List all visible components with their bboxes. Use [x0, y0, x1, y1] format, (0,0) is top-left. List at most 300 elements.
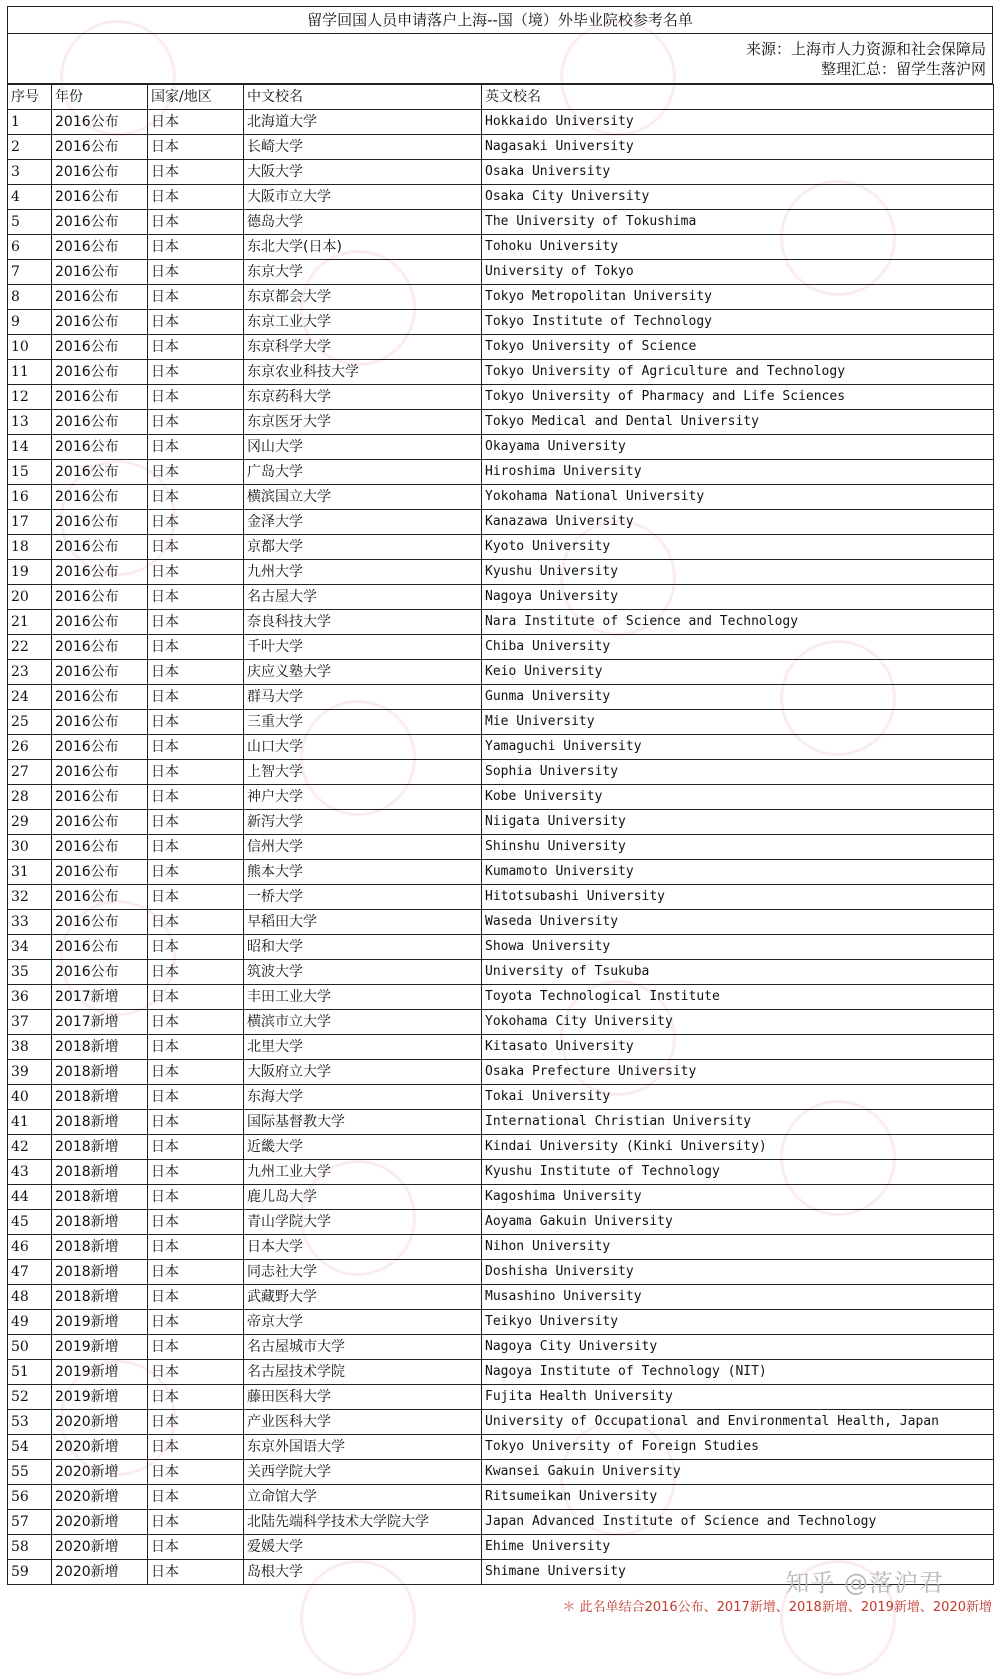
table-row: [8, 135, 994, 160]
cell-country: 日本: [148, 285, 244, 310]
cell-english-name: Yokohama National University: [482, 485, 994, 510]
cell-index: 6: [8, 235, 52, 260]
source-block: [7, 34, 993, 84]
cell-english-name: Aoyama Gakuin University: [482, 1210, 994, 1235]
table-row: [8, 585, 994, 610]
cell-year: 2016公布: [52, 510, 148, 535]
cell-index: 35: [8, 960, 52, 985]
cell-year: 2018新增: [52, 1260, 148, 1285]
table-row: [8, 835, 994, 860]
cell-country: 日本: [148, 935, 244, 960]
table-row: [8, 1285, 994, 1310]
cell-chinese-name: 岛根大学: [244, 1560, 482, 1585]
cell-english-name: Gunma University: [482, 685, 994, 710]
cell-english-name: Nagoya University: [482, 585, 994, 610]
cell-country: 日本: [148, 1160, 244, 1185]
cell-chinese-name: 东京农业科技大学: [244, 360, 482, 385]
cell-year: 2016公布: [52, 210, 148, 235]
cell-country: 日本: [148, 1110, 244, 1135]
cell-chinese-name: 熊本大学: [244, 860, 482, 885]
cell-country: 日本: [148, 635, 244, 660]
cell-index: 42: [8, 1135, 52, 1160]
table-row: [8, 1160, 994, 1185]
cell-country: 日本: [148, 1335, 244, 1360]
cell-chinese-name: 京都大学: [244, 535, 482, 560]
cell-index: 18: [8, 535, 52, 560]
cell-index: 56: [8, 1485, 52, 1510]
document-title: 留学回国人员申请落户上海--国（境）外毕业院校参考名单: [7, 6, 993, 34]
cell-country: 日本: [148, 710, 244, 735]
cell-chinese-name: 大阪府立大学: [244, 1060, 482, 1085]
cell-year: 2016公布: [52, 710, 148, 735]
table-row: [8, 510, 994, 535]
cell-chinese-name: 横滨市立大学: [244, 1010, 482, 1035]
cell-index: 26: [8, 735, 52, 760]
table-row: [8, 760, 994, 785]
cell-english-name: Doshisha University: [482, 1260, 994, 1285]
cell-chinese-name: 关西学院大学: [244, 1460, 482, 1485]
table-row: [8, 360, 994, 385]
table-row: [8, 1135, 994, 1160]
table-row: [8, 285, 994, 310]
table-row: [8, 885, 994, 910]
table-header-row: [8, 85, 994, 110]
cell-year: 2018新增: [52, 1210, 148, 1235]
table-row: [8, 1410, 994, 1435]
cell-year: 2016公布: [52, 410, 148, 435]
cell-country: 日本: [148, 785, 244, 810]
cell-country: 日本: [148, 510, 244, 535]
cell-english-name: Yokohama City University: [482, 1010, 994, 1035]
cell-index: 4: [8, 185, 52, 210]
table-row: [8, 1035, 994, 1060]
cell-year: 2016公布: [52, 260, 148, 285]
cell-country: 日本: [148, 435, 244, 460]
cell-year: 2016公布: [52, 310, 148, 335]
cell-english-name: Kitasato University: [482, 1035, 994, 1060]
cell-index: 22: [8, 635, 52, 660]
cell-chinese-name: 北里大学: [244, 1035, 482, 1060]
table-row: [8, 1210, 994, 1235]
cell-country: 日本: [148, 1435, 244, 1460]
header-year: 年份: [52, 85, 148, 110]
cell-index: 13: [8, 410, 52, 435]
cell-country: 日本: [148, 610, 244, 635]
cell-country: 日本: [148, 835, 244, 860]
cell-index: 37: [8, 1010, 52, 1035]
cell-year: 2019新增: [52, 1385, 148, 1410]
cell-english-name: Tohoku University: [482, 235, 994, 260]
cell-year: 2020新增: [52, 1485, 148, 1510]
cell-english-name: Kagoshima University: [482, 1185, 994, 1210]
cell-english-name: Nagasaki University: [482, 135, 994, 160]
cell-chinese-name: 近畿大学: [244, 1135, 482, 1160]
table-row: [8, 535, 994, 560]
table-row: [8, 260, 994, 285]
cell-country: 日本: [148, 1385, 244, 1410]
cell-index: 58: [8, 1535, 52, 1560]
cell-index: 14: [8, 435, 52, 460]
cell-english-name: Nagoya Institute of Technology (NIT): [482, 1360, 994, 1385]
cell-index: 32: [8, 885, 52, 910]
cell-country: 日本: [148, 310, 244, 335]
cell-english-name: Kyoto University: [482, 535, 994, 560]
cell-index: 23: [8, 660, 52, 685]
table-row: [8, 560, 994, 585]
cell-year: 2016公布: [52, 960, 148, 985]
cell-year: 2020新增: [52, 1535, 148, 1560]
cell-english-name: University of Tokyo: [482, 260, 994, 285]
cell-chinese-name: 东京都会大学: [244, 285, 482, 310]
cell-year: 2019新增: [52, 1335, 148, 1360]
cell-year: 2016公布: [52, 860, 148, 885]
cell-index: 39: [8, 1060, 52, 1085]
cell-index: 24: [8, 685, 52, 710]
cell-english-name: Ritsumeikan University: [482, 1485, 994, 1510]
cell-index: 5: [8, 210, 52, 235]
cell-year: 2016公布: [52, 160, 148, 185]
cell-chinese-name: 武藏野大学: [244, 1285, 482, 1310]
cell-year: 2018新增: [52, 1085, 148, 1110]
cell-index: 44: [8, 1185, 52, 1210]
table-row: [8, 210, 994, 235]
cell-chinese-name: 德岛大学: [244, 210, 482, 235]
cell-chinese-name: 大阪大学: [244, 160, 482, 185]
cell-index: 11: [8, 360, 52, 385]
cell-year: 2018新增: [52, 1035, 148, 1060]
cell-chinese-name: 九州工业大学: [244, 1160, 482, 1185]
cell-year: 2016公布: [52, 385, 148, 410]
cell-index: 12: [8, 385, 52, 410]
cell-index: 17: [8, 510, 52, 535]
cell-index: 7: [8, 260, 52, 285]
cell-year: 2020新增: [52, 1510, 148, 1535]
cell-english-name: Mie University: [482, 710, 994, 735]
cell-country: 日本: [148, 1035, 244, 1060]
cell-country: 日本: [148, 1085, 244, 1110]
cell-english-name: Musashino University: [482, 1285, 994, 1310]
cell-english-name: Kyushu University: [482, 560, 994, 585]
cell-index: 57: [8, 1510, 52, 1535]
cell-country: 日本: [148, 1285, 244, 1310]
table-row: [8, 1185, 994, 1210]
cell-year: 2018新增: [52, 1160, 148, 1185]
cell-english-name: Kanazawa University: [482, 510, 994, 535]
cell-country: 日本: [148, 335, 244, 360]
cell-chinese-name: 长崎大学: [244, 135, 482, 160]
cell-year: 2020新增: [52, 1435, 148, 1460]
footnote: ＊ 此名单结合2016公布、2017新增、2018新增、2019新增、2020新增: [562, 1600, 992, 1615]
cell-country: 日本: [148, 1510, 244, 1535]
cell-chinese-name: 早稻田大学: [244, 910, 482, 935]
cell-year: 2016公布: [52, 360, 148, 385]
cell-chinese-name: 庆应义塾大学: [244, 660, 482, 685]
cell-english-name: Sophia University: [482, 760, 994, 785]
cell-english-name: Ehime University: [482, 1535, 994, 1560]
zhihu-brand: 知乎 @落沪君: [785, 1569, 944, 1597]
cell-chinese-name: 筑波大学: [244, 960, 482, 985]
cell-chinese-name: 青山学院大学: [244, 1210, 482, 1235]
cell-country: 日本: [148, 1560, 244, 1585]
cell-chinese-name: 东京医牙大学: [244, 410, 482, 435]
table-row: [8, 710, 994, 735]
cell-year: 2020新增: [52, 1410, 148, 1435]
cell-country: 日本: [148, 985, 244, 1010]
cell-index: 33: [8, 910, 52, 935]
table-body: [8, 110, 994, 1585]
cell-index: 29: [8, 810, 52, 835]
cell-english-name: Osaka University: [482, 160, 994, 185]
table-row: [8, 110, 994, 135]
cell-country: 日本: [148, 885, 244, 910]
cell-english-name: Hitotsubashi University: [482, 885, 994, 910]
cell-english-name: Shimane University: [482, 1560, 994, 1585]
cell-chinese-name: 上智大学: [244, 760, 482, 785]
cell-chinese-name: 广岛大学: [244, 460, 482, 485]
cell-chinese-name: 东京外国语大学: [244, 1435, 482, 1460]
cell-chinese-name: 九州大学: [244, 560, 482, 585]
cell-english-name: Tokyo Medical and Dental University: [482, 410, 994, 435]
cell-english-name: Kwansei Gakuin University: [482, 1460, 994, 1485]
cell-index: 43: [8, 1160, 52, 1185]
cell-chinese-name: 信州大学: [244, 835, 482, 860]
cell-chinese-name: 丰田工业大学: [244, 985, 482, 1010]
cell-chinese-name: 东北大学(日本): [244, 235, 482, 260]
cell-country: 日本: [148, 235, 244, 260]
cell-country: 日本: [148, 485, 244, 510]
cell-country: 日本: [148, 210, 244, 235]
cell-english-name: Nagoya City University: [482, 1335, 994, 1360]
university-table: [7, 84, 994, 1585]
cell-index: 10: [8, 335, 52, 360]
cell-index: 1: [8, 110, 52, 135]
header-index: 序号: [8, 85, 52, 110]
table-row: [8, 1385, 994, 1410]
cell-index: 34: [8, 935, 52, 960]
cell-english-name: Osaka Prefecture University: [482, 1060, 994, 1085]
cell-chinese-name: 北海道大学: [244, 110, 482, 135]
cell-english-name: International Christian University: [482, 1110, 994, 1135]
cell-chinese-name: 昭和大学: [244, 935, 482, 960]
cell-year: 2018新增: [52, 1285, 148, 1310]
cell-chinese-name: 立命馆大学: [244, 1485, 482, 1510]
cell-chinese-name: 同志社大学: [244, 1260, 482, 1285]
cell-year: 2017新增: [52, 985, 148, 1010]
cell-country: 日本: [148, 685, 244, 710]
cell-index: 20: [8, 585, 52, 610]
table-row: [8, 1235, 994, 1260]
cell-english-name: Okayama University: [482, 435, 994, 460]
cell-chinese-name: 国际基督教大学: [244, 1110, 482, 1135]
cell-index: 51: [8, 1360, 52, 1385]
cell-chinese-name: 横滨国立大学: [244, 485, 482, 510]
cell-year: 2016公布: [52, 435, 148, 460]
table-row: [8, 1260, 994, 1285]
cell-english-name: Yamaguchi University: [482, 735, 994, 760]
cell-index: 2: [8, 135, 52, 160]
table-row: [8, 1335, 994, 1360]
cell-chinese-name: 名古屋大学: [244, 585, 482, 610]
cell-chinese-name: 帝京大学: [244, 1310, 482, 1335]
cell-chinese-name: 名古屋城市大学: [244, 1335, 482, 1360]
cell-english-name: Nara Institute of Science and Technology: [482, 610, 994, 635]
cell-english-name: Toyota Technological Institute: [482, 985, 994, 1010]
cell-english-name: Niigata University: [482, 810, 994, 835]
table-row: [8, 660, 994, 685]
cell-year: 2016公布: [52, 660, 148, 685]
cell-country: 日本: [148, 735, 244, 760]
cell-index: 52: [8, 1385, 52, 1410]
cell-chinese-name: 千叶大学: [244, 635, 482, 660]
cell-chinese-name: 名古屋技术学院: [244, 1360, 482, 1385]
cell-chinese-name: 新泻大学: [244, 810, 482, 835]
cell-country: 日本: [148, 1360, 244, 1385]
cell-country: 日本: [148, 1485, 244, 1510]
cell-index: 47: [8, 1260, 52, 1285]
cell-year: 2016公布: [52, 810, 148, 835]
cell-chinese-name: 山口大学: [244, 735, 482, 760]
table-row: [8, 1485, 994, 1510]
table-row: [8, 785, 994, 810]
cell-english-name: Tokai University: [482, 1085, 994, 1110]
cell-english-name: Japan Advanced Institute of Science and Technology: [482, 1510, 994, 1535]
table-row: [8, 635, 994, 660]
cell-year: 2016公布: [52, 735, 148, 760]
cell-country: 日本: [148, 135, 244, 160]
cell-year: 2016公布: [52, 460, 148, 485]
table-row: [8, 610, 994, 635]
cell-year: 2016公布: [52, 685, 148, 710]
cell-english-name: Tokyo University of Pharmacy and Life Sciences: [482, 385, 994, 410]
cell-country: 日本: [148, 910, 244, 935]
table-row: [8, 735, 994, 760]
cell-year: 2019新增: [52, 1360, 148, 1385]
cell-country: 日本: [148, 960, 244, 985]
cell-chinese-name: 一桥大学: [244, 885, 482, 910]
cell-year: 2020新增: [52, 1560, 148, 1585]
cell-country: 日本: [148, 260, 244, 285]
table-row: [8, 685, 994, 710]
compiler-line: 整理汇总：留学生落沪网: [820, 60, 986, 78]
header-country: 国家/地区: [148, 85, 244, 110]
cell-english-name: Kindai University (Kinki University): [482, 1135, 994, 1160]
cell-index: 27: [8, 760, 52, 785]
cell-year: 2016公布: [52, 535, 148, 560]
cell-index: 16: [8, 485, 52, 510]
cell-chinese-name: 金泽大学: [244, 510, 482, 535]
cell-index: 8: [8, 285, 52, 310]
cell-index: 15: [8, 460, 52, 485]
cell-country: 日本: [148, 1260, 244, 1285]
cell-index: 9: [8, 310, 52, 335]
cell-year: 2018新增: [52, 1185, 148, 1210]
cell-chinese-name: 爱媛大学: [244, 1535, 482, 1560]
cell-chinese-name: 群马大学: [244, 685, 482, 710]
table-row: [8, 160, 994, 185]
cell-country: 日本: [148, 760, 244, 785]
cell-year: 2016公布: [52, 235, 148, 260]
cell-chinese-name: 产业医科大学: [244, 1410, 482, 1435]
cell-english-name: Tokyo Metropolitan University: [482, 285, 994, 310]
cell-country: 日本: [148, 1185, 244, 1210]
cell-year: 2016公布: [52, 485, 148, 510]
table-row: [8, 185, 994, 210]
cell-index: 31: [8, 860, 52, 885]
cell-english-name: Keio University: [482, 660, 994, 685]
cell-country: 日本: [148, 585, 244, 610]
cell-index: 59: [8, 1560, 52, 1585]
cell-index: 36: [8, 985, 52, 1010]
cell-english-name: Nihon University: [482, 1235, 994, 1260]
table-row: [8, 1510, 994, 1535]
cell-year: 2016公布: [52, 885, 148, 910]
cell-index: 21: [8, 610, 52, 635]
cell-country: 日本: [148, 1535, 244, 1560]
table-row: [8, 935, 994, 960]
cell-index: 38: [8, 1035, 52, 1060]
cell-english-name: Chiba University: [482, 635, 994, 660]
cell-english-name: Osaka City University: [482, 185, 994, 210]
cell-index: 53: [8, 1410, 52, 1435]
cell-year: 2016公布: [52, 785, 148, 810]
cell-english-name: Hiroshima University: [482, 460, 994, 485]
cell-english-name: Tokyo University of Agriculture and Technology: [482, 360, 994, 385]
table-row: [8, 1110, 994, 1135]
cell-year: 2016公布: [52, 835, 148, 860]
cell-year: 2018新增: [52, 1060, 148, 1085]
table-row: [8, 235, 994, 260]
table-row: [8, 910, 994, 935]
cell-country: 日本: [148, 1310, 244, 1335]
cell-year: 2016公布: [52, 610, 148, 635]
cell-chinese-name: 东京工业大学: [244, 310, 482, 335]
cell-chinese-name: 大阪市立大学: [244, 185, 482, 210]
cell-year: 2018新增: [52, 1135, 148, 1160]
cell-chinese-name: 东海大学: [244, 1085, 482, 1110]
cell-country: 日本: [148, 1410, 244, 1435]
cell-english-name: Shinshu University: [482, 835, 994, 860]
table-row: [8, 460, 994, 485]
cell-chinese-name: 冈山大学: [244, 435, 482, 460]
cell-country: 日本: [148, 410, 244, 435]
cell-english-name: The University of Tokushima: [482, 210, 994, 235]
cell-country: 日本: [148, 1060, 244, 1085]
table-row: [8, 810, 994, 835]
cell-country: 日本: [148, 160, 244, 185]
cell-index: 30: [8, 835, 52, 860]
table-row: [8, 1060, 994, 1085]
cell-country: 日本: [148, 560, 244, 585]
cell-chinese-name: 鹿儿岛大学: [244, 1185, 482, 1210]
cell-country: 日本: [148, 385, 244, 410]
cell-english-name: Tokyo University of Science: [482, 335, 994, 360]
cell-year: 2016公布: [52, 135, 148, 160]
table-row: [8, 860, 994, 885]
cell-year: 2016公布: [52, 760, 148, 785]
cell-country: 日本: [148, 1210, 244, 1235]
cell-country: 日本: [148, 810, 244, 835]
cell-english-name: Kyushu Institute of Technology: [482, 1160, 994, 1185]
cell-country: 日本: [148, 110, 244, 135]
cell-year: 2016公布: [52, 560, 148, 585]
cell-chinese-name: 东京药科大学: [244, 385, 482, 410]
table-row: [8, 1010, 994, 1035]
cell-english-name: Teikyo University: [482, 1310, 994, 1335]
header-english-name: 英文校名: [482, 85, 994, 110]
cell-english-name: Tokyo University of Foreign Studies: [482, 1435, 994, 1460]
table-row: [8, 960, 994, 985]
cell-english-name: Hokkaido University: [482, 110, 994, 135]
